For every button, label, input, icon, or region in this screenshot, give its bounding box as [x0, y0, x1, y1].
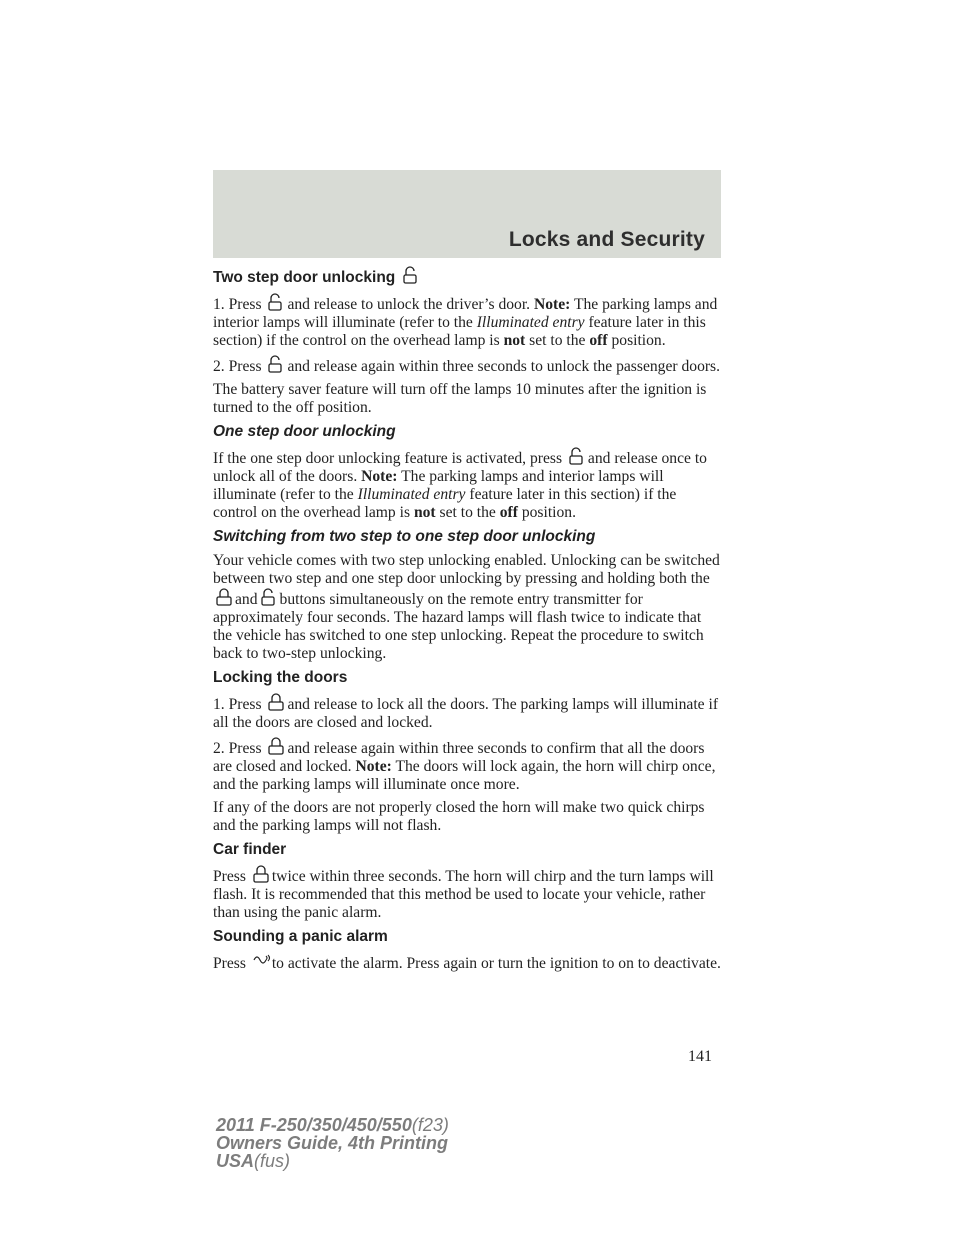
two-step-step-2: 2. Press and release again within three seconds to unlock the passenger doors. — [213, 355, 721, 376]
battery-saver-paragraph: The battery saver feature will turn off the lamps 10 minutes after the ignition is turned to the off position. — [213, 381, 707, 416]
two-step-step-1: 1. Press and release to unlock the driver’s door. Note: The parking lamps and interior lamps will illuminate (refer to the Illuminated entry feature later in this section) if the control on the overhead lamp is not set to the off position. — [213, 293, 721, 350]
locking-step-1: 1. Press and release to lock all the doors. The parking lamps will illuminate if all the doors are closed and locked. — [213, 693, 721, 732]
switching-paragraph: Your vehicle comes with two step unlocking enabled. Unlocking can be switched between two step and one step door unlocking by pressing and holding both the and buttons simultaneously on the remote entry transmitter for approximately four seconds. The hazard lamps will flash twice to indicate that the vehicle has switched to one step unlocking. Repeat the procedure to switch back to two-step unlocking. — [213, 552, 720, 662]
unlock-icon — [259, 588, 279, 606]
lock-icon — [251, 865, 271, 883]
heading-panic: Sounding a panic alarm — [213, 928, 388, 945]
lock-icon — [266, 693, 286, 711]
locking-note-paragraph: If any of the doors are not properly closed the horn will make two quick chirps and the parking lamps will not flash. — [213, 799, 705, 834]
footer — [216, 1116, 449, 1170]
heading-one-step: One step door unlocking — [213, 423, 396, 440]
locking-step-2: 2. Press and release again within three seconds to confirm that all the doors are closed and locked. Note: The doors will lock again, the horn will chirp once, and the parking lamps will illuminate once more. — [213, 737, 721, 794]
page-content — [213, 266, 721, 973]
section-header-band — [213, 170, 721, 258]
unlock-icon — [266, 355, 286, 373]
footer-line-1: 2011 F-250/350/450/550(f23) — [216, 1115, 449, 1135]
page-number: 141 — [688, 1048, 712, 1065]
car-finder-paragraph: Press twice within three seconds. The horn will chirp and the turn lamps will flash. It is recommended that this method be used to locate your vehicle, rather than using the panic alarm. — [213, 865, 721, 922]
panic-icon — [251, 952, 271, 970]
footer-line-2: Owners Guide, 4th Printing — [216, 1133, 449, 1153]
unlock-icon — [266, 293, 286, 311]
section-title: Locks and Security — [508, 228, 705, 251]
lock-icon — [266, 737, 286, 755]
heading-two-step: Two step door unlocking — [213, 266, 721, 288]
panic-paragraph: Press to activate the alarm. Press again or turn the ignition to on to deactivate. — [213, 952, 721, 973]
heading-locking: Locking the doors — [213, 669, 348, 686]
one-step-paragraph: If the one step door unlocking feature is activated, press and release once to unlock all of the doors. Note: The parking lamps and interior lamps will illuminate (refer to the Illuminated entry feature later in this section) if the control on the overhead lamp is not set to the off position. — [213, 447, 721, 522]
lock-icon — [214, 588, 234, 606]
unlock-icon — [401, 266, 421, 284]
heading-car-finder: Car finder — [213, 841, 287, 858]
unlock-icon — [567, 447, 587, 465]
footer-line-3: USA(fus) — [216, 1151, 291, 1171]
heading-switching: Switching from two step to one step door unlocking — [213, 528, 596, 545]
